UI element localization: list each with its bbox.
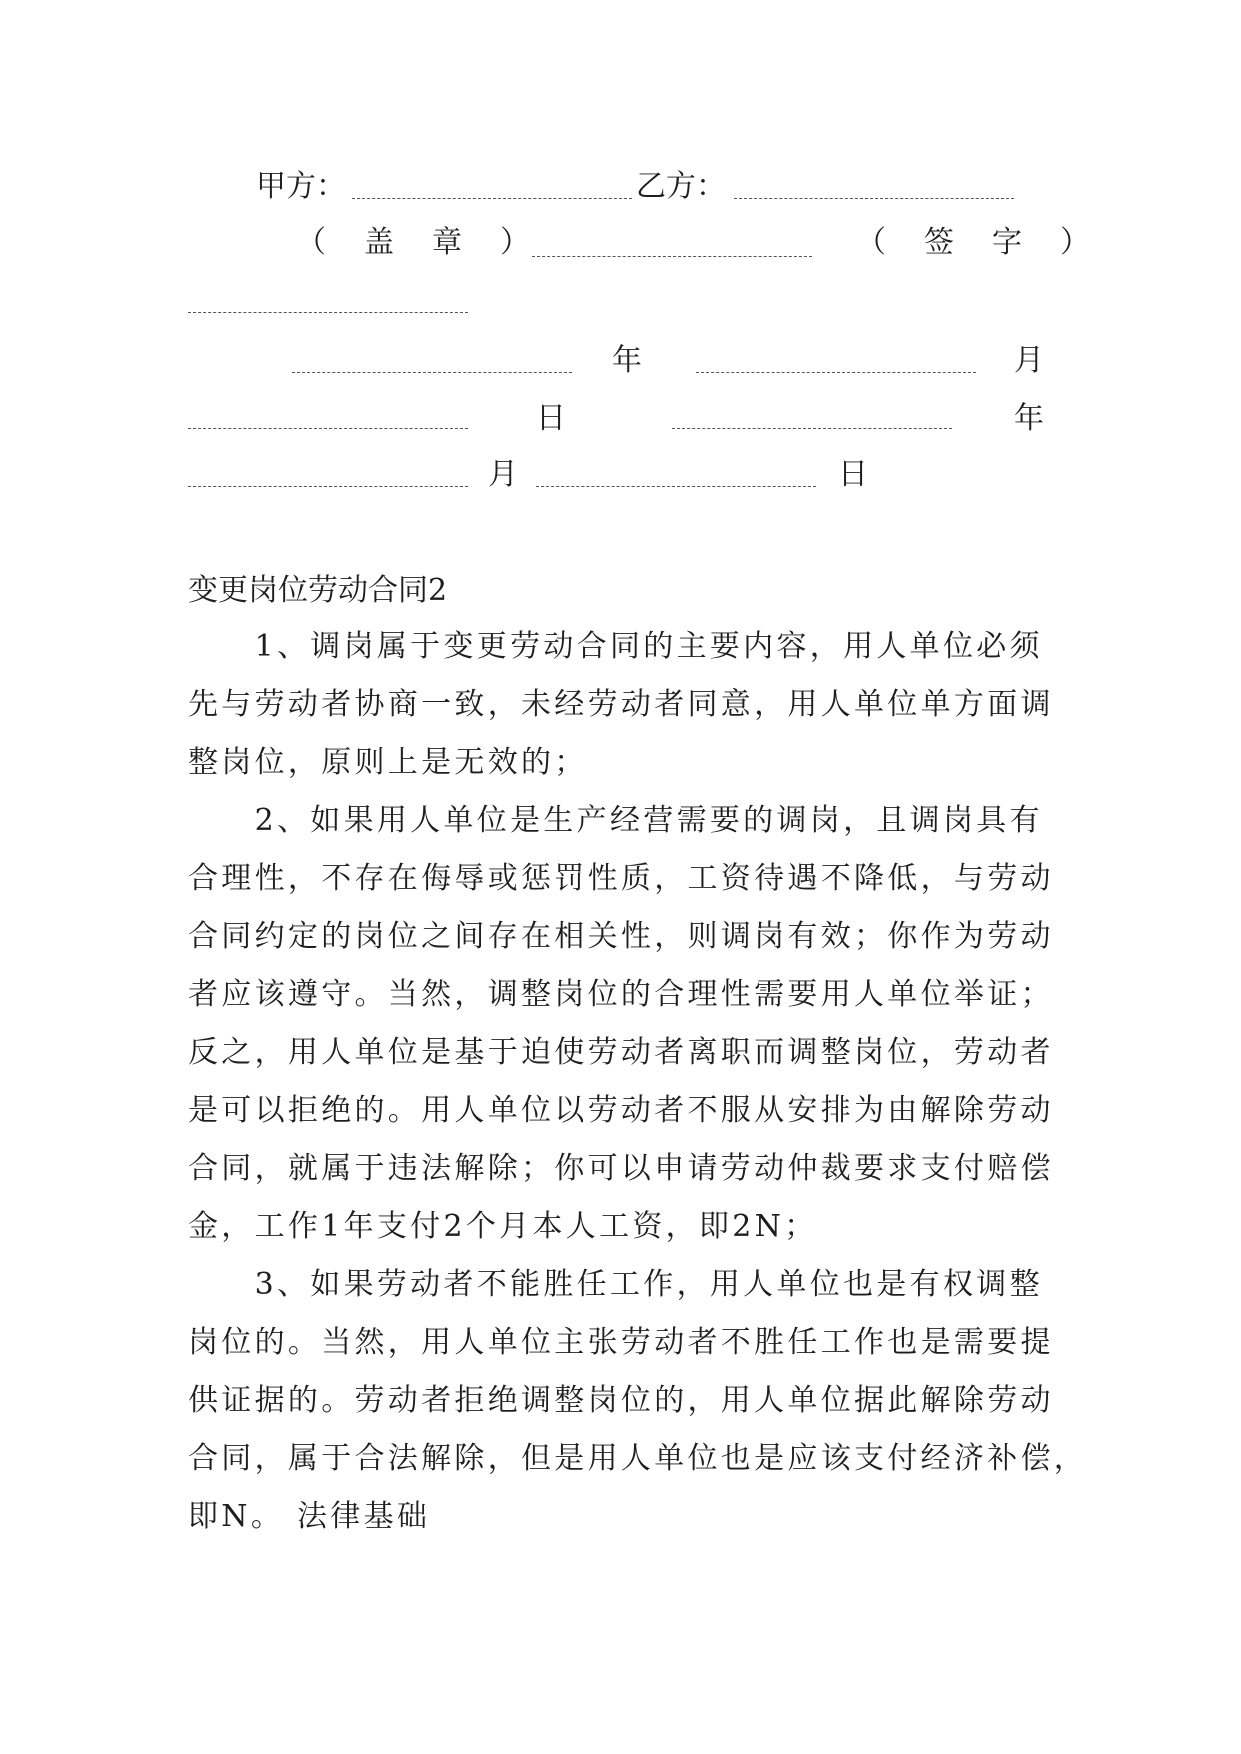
date-a-day-label: 日 [536,401,566,436]
date-b-month-label: 月 [488,457,518,492]
date-b-month-blank [188,486,468,487]
body-line: 先与劳动者协商一致，未经劳动者同意，用人单位单方面调 [188,687,1054,722]
body-line: 整岗位，原则上是无效的； [188,745,588,780]
party-b-label: 乙方： [636,169,726,204]
body-line: 者应该遵守。当然，调整岗位的合理性需要用人单位举证； [188,977,1054,1012]
date-b-year-label: 年 [1014,401,1044,436]
date-a-year-label: 年 [612,343,642,378]
date-a-month-label: 月 [1014,343,1044,378]
party-a-blank [352,198,632,199]
body-line: 即N。 法律基础 [188,1499,431,1534]
sign-blank [188,312,468,313]
stamp-blank [532,256,812,257]
body-line: 金，工作1年支付2个月本人工资，即2N； [188,1209,818,1244]
date-b-day-label: 日 [838,457,868,492]
body-line: 反之，用人单位是基于迫使劳动者离职而调整岗位，劳动者 [188,1035,1054,1070]
body-line: 合同，就属于违法解除；你可以申请劳动仲裁要求支付赔偿 [188,1151,1054,1186]
date-a-day-blank [188,428,468,429]
stamp-label: （ 盖 章 ） [296,225,534,260]
body-line: 1、调岗属于变更劳动合同的主要内容，用人单位必须 [188,629,1043,664]
body-line: 合理性，不存在侮辱或惩罚性质，工资待遇不降低，与劳动 [188,861,1054,896]
body-line: 岗位的。当然，用人单位主张劳动者不胜任工作也是需要提 [188,1325,1054,1360]
body-line: 2、如果用人单位是生产经营需要的调岗，且调岗具有 [188,803,1043,838]
body-line: 3、如果劳动者不能胜任工作，用人单位也是有权调整 [188,1267,1043,1302]
date-a-month-blank [696,372,976,373]
body-line: 合同，属于合法解除，但是用人单位也是应该支付经济补偿， [188,1441,1088,1476]
date-a-year-blank [292,372,572,373]
body-line: 合同约定的岗位之间存在相关性，则调岗有效；你作为劳动 [188,919,1054,954]
party-a-label: 甲方： [256,169,346,204]
body-line: 是可以拒绝的。用人单位以劳动者不服从安排为由解除劳动 [188,1093,1054,1128]
body-line: 供证据的。劳动者拒绝调整岗位的，用人单位据此解除劳动 [188,1383,1054,1418]
date-b-year-blank [672,428,952,429]
section-heading: 变更岗位劳动合同2 [188,573,448,608]
party-b-blank [734,198,1014,199]
sign-label: （ 签 字 ） [856,225,1094,260]
date-b-day-blank [536,486,816,487]
